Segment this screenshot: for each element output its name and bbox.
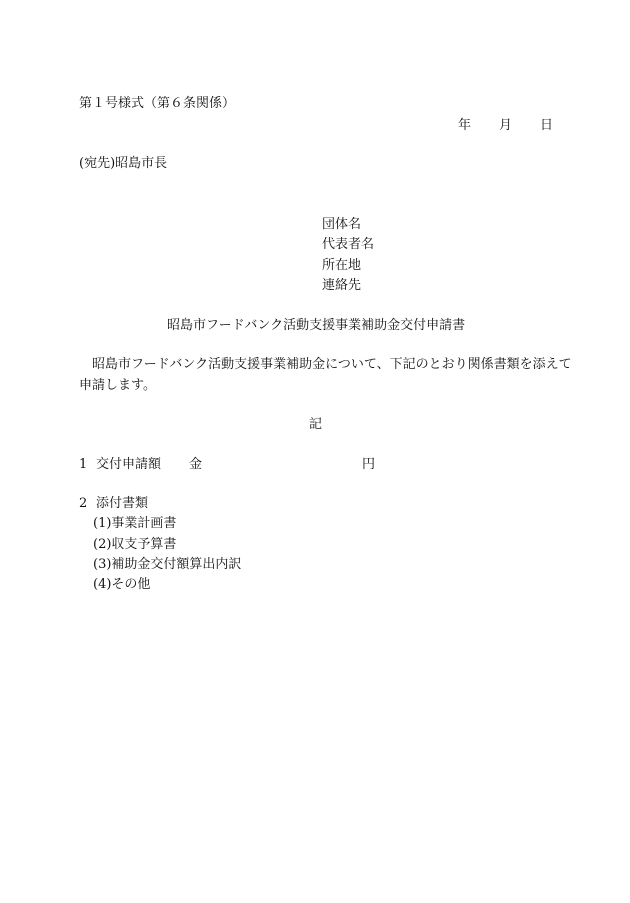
section-2-heading [79, 496, 148, 512]
section-1-number: 1 [79, 457, 88, 472]
field-organization-name: 団体名 [322, 217, 362, 232]
amount-prefix: 金 [189, 457, 203, 472]
field-address: 所在地 [322, 258, 362, 273]
section-2-number: 2 [79, 496, 88, 511]
attachment-item: (2)収支予算書 [93, 537, 177, 552]
body-line-2: 申請します。 [79, 378, 156, 393]
addressee: (宛先)昭島市長 [79, 156, 168, 171]
section-1-label: 交付申請額 [96, 457, 162, 472]
attachment-item: (3)補助金交付額算出内訳 [93, 557, 242, 572]
amount-unit: 円 [362, 457, 376, 472]
form-number: 第１号様式（第６条関係） [79, 96, 236, 111]
body-line-1: 昭島市フードバンク活動支援事業補助金について、下記のとおり関係書類を添えて [92, 357, 572, 372]
field-representative-name: 代表者名 [322, 237, 375, 252]
field-contact: 連絡先 [322, 278, 362, 293]
date-line [458, 118, 553, 134]
date-month: 月 [499, 118, 513, 133]
date-day: 日 [540, 118, 554, 133]
ki-heading: 記 [309, 417, 323, 432]
attachment-item: (1)事業計画書 [93, 516, 177, 531]
attachment-item: (4)その他 [93, 577, 151, 592]
document-title: 昭島市フードバンク活動支援事業補助金交付申請書 [167, 318, 466, 333]
date-year: 年 [458, 118, 472, 133]
section-1-amount [79, 457, 375, 473]
section-2-label: 添付書類 [96, 496, 149, 511]
